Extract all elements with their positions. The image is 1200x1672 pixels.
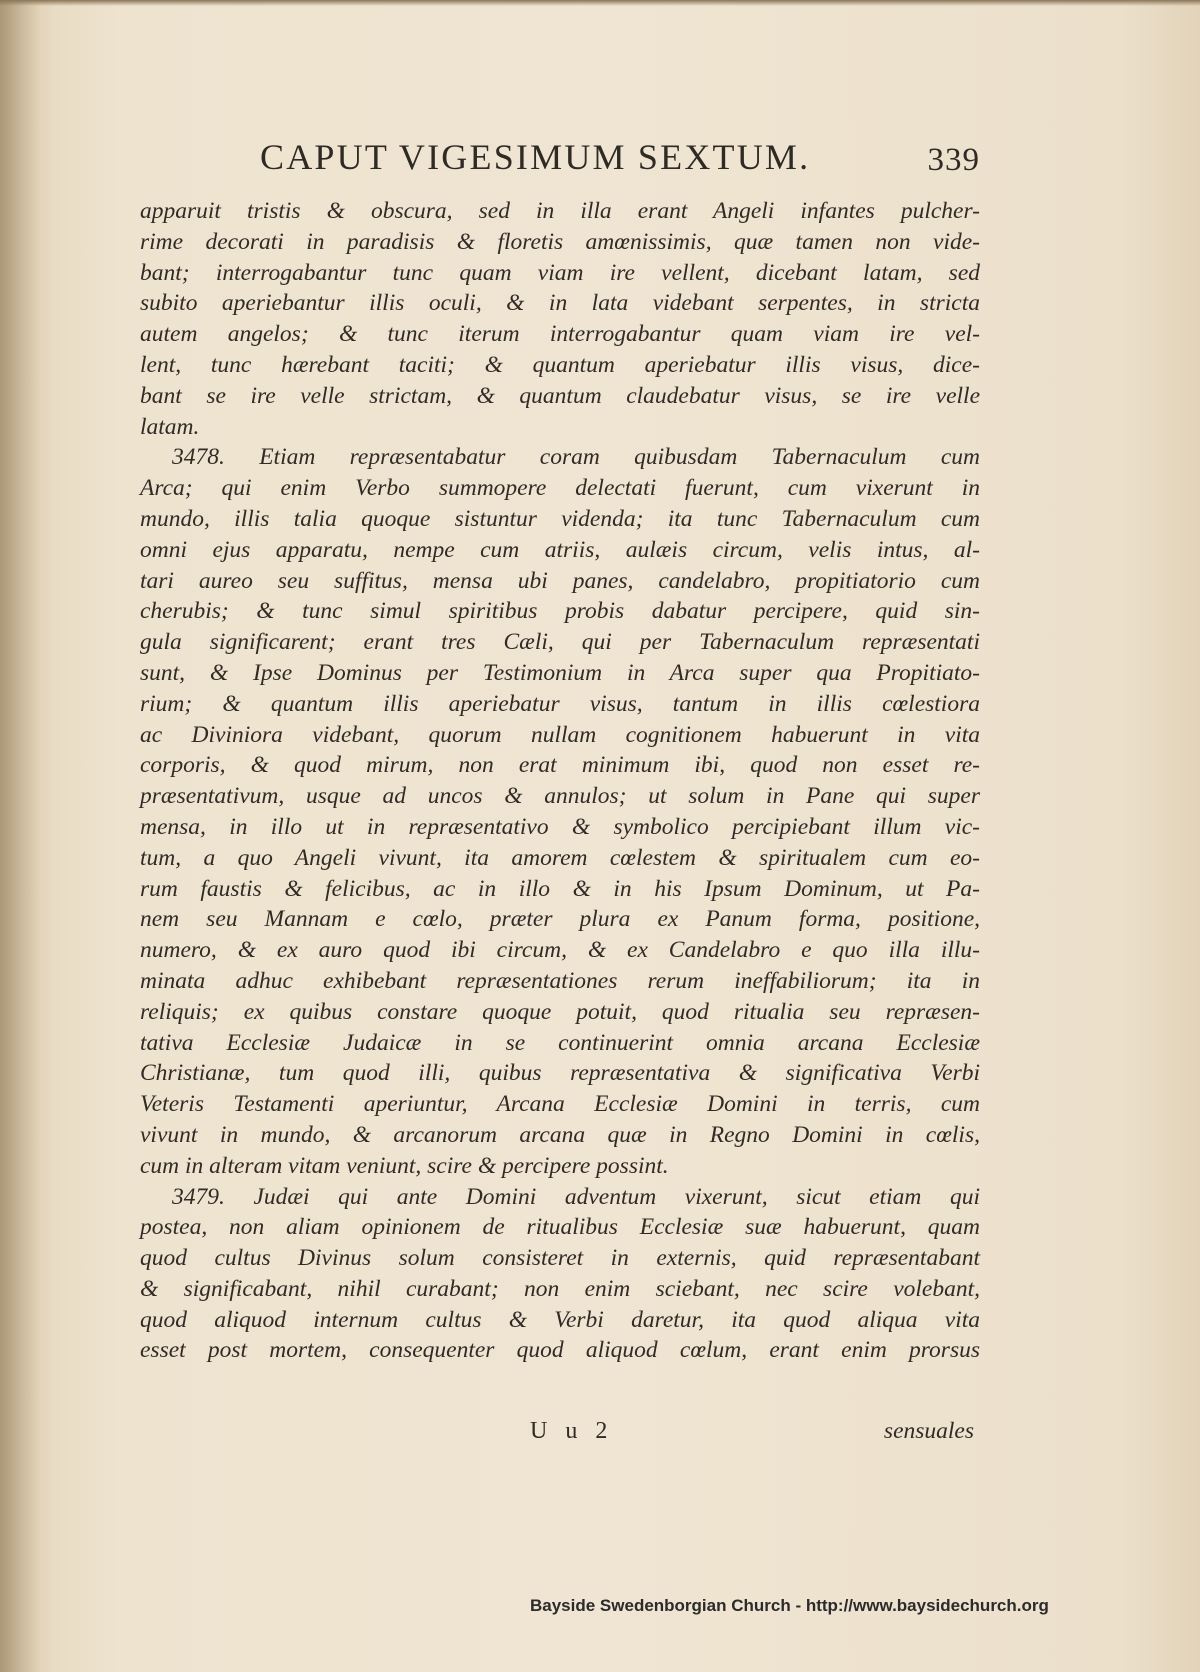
- text-line: rime decorati in paradisis & floretis amœnissimis, quæ tamen non vide-: [140, 228, 980, 255]
- body-text: [140, 196, 980, 1366]
- page-top-edge: [0, 0, 1200, 6]
- text-line: omni ejus apparatu, nempe cum atriis, aulæis circum, velis intus, al-: [140, 536, 980, 563]
- text-line: quod cultus Divinus solum consisteret in externis, quid repræsentabant: [140, 1245, 980, 1272]
- text-line: præsentativum, usque ad uncos & annulos; ut solum in Pane qui super: [140, 783, 980, 810]
- text-line: lent, tunc hærebant taciti; & quantum aperiebatur illis visus, dice-: [140, 351, 980, 378]
- text-line: latam.: [140, 413, 200, 440]
- text-line: corporis, & quod mirum, non erat minimum ibi, quod non esset re-: [140, 752, 980, 779]
- text-line: Veteris Testamenti aperiuntur, Arcana Ecclesiæ Domini in terris, cum: [140, 1091, 980, 1118]
- text-line: rum faustis & felicibus, ac in illo & in his Ipsum Dominum, ut Pa-: [140, 875, 980, 902]
- page-number: 339: [927, 142, 980, 178]
- text-line: vivunt in mundo, & arcanorum arcana quæ in Regno Domini in cœlis,: [140, 1121, 980, 1148]
- source-watermark: Bayside Swedenborgian Church - http://www.baysidechurch.org: [530, 1596, 1049, 1615]
- text-line: postea, non aliam opinionem de ritualibus Ecclesiæ suæ habuerunt, quam: [140, 1214, 980, 1241]
- text-line: bant se ire velle strictam, & quantum claudebatur visus, se ire velle: [140, 382, 980, 409]
- paragraph-3478-start: 3478. Etiam repræsentabatur coram quibusdam Tabernaculum cum: [172, 444, 980, 471]
- text-line: rium; & quantum illis aperiebatur visus, tantum in illis cœlestiora: [140, 690, 980, 717]
- text-line: esset post mortem, consequenter quod aliquod cœlum, erant enim prorsus: [140, 1337, 980, 1364]
- text-line: numero, & ex auro quod ibi circum, & ex Candelabro e quo illa illu-: [140, 937, 980, 964]
- text-line: nem seu Mannam e cœlo, præter plura ex Panum forma, positione,: [140, 906, 980, 933]
- running-header: [140, 132, 980, 182]
- text-line: subito aperiebantur illis oculi, & in lata videbant serpentes, in stricta: [140, 290, 980, 317]
- catchword: sensuales: [883, 1418, 974, 1444]
- gutter-shadow: [0, 0, 40, 1672]
- text-line: tum, a quo Angeli vivunt, ita amorem cœlestem & spiritualem cum eo-: [140, 844, 980, 871]
- text-line: apparuit tristis & obscura, sed in illa erant Angeli infantes pulcher-: [140, 198, 980, 224]
- chapter-title: CAPUT VIGESIMUM SEXTUM.: [260, 137, 811, 177]
- text-line: Christianæ, tum quod illi, quibus repræsentativa & significativa Verbi: [140, 1060, 980, 1087]
- text-line: Arca; qui enim Verbo summopere delectati fuerunt, cum vixerunt in: [140, 475, 980, 502]
- text-line: mundo, illis talia quoque sistuntur videnda; ita tunc Tabernaculum cum: [140, 505, 980, 532]
- page-footer: [140, 1418, 980, 1452]
- paragraph-3479-start: 3479. Judæi qui ante Domini adventum vixerunt, sicut etiam qui: [172, 1183, 980, 1210]
- signature-mark: U u 2: [530, 1418, 614, 1444]
- text-line: minata adhuc exhibebant repræsentationes rerum ineffabiliorum; ita in: [140, 967, 980, 994]
- text-line: tari aureo seu suffitus, mensa ubi panes, candelabro, propitiatorio cum: [140, 567, 980, 594]
- text-line: reliquis; ex quibus constare quoque potuit, quod ritualia seu repræsen-: [140, 998, 980, 1025]
- text-line: & significabant, nihil curabant; non enim sciebant, nec scire volebant,: [140, 1275, 980, 1302]
- text-line: ac Diviniora videbant, quorum nullam cognitionem habuerunt in vita: [140, 721, 980, 748]
- text-line: cherubis; & tunc simul spiritibus probis dabatur percipere, quid sin-: [140, 598, 980, 625]
- text-line: bant; interrogabantur tunc quam viam ire vellent, dicebant latam, sed: [140, 259, 980, 286]
- text-line: gula significarent; erant tres Cæli, qui per Tabernaculum repræsentati: [140, 629, 980, 656]
- text-line: quod aliquod internum cultus & Verbi daretur, ita quod aliqua vita: [140, 1306, 980, 1333]
- text-line: cum in alteram vitam veniunt, scire & percipere possint.: [140, 1152, 669, 1179]
- text-line: autem angelos; & tunc iterum interrogabantur quam viam ire vel-: [140, 321, 980, 348]
- text-line: tativa Ecclesiæ Judaicæ in se continuerint omnia arcana Ecclesiæ: [140, 1029, 980, 1056]
- text-line: sunt, & Ipse Dominus per Testimonium in Arca super qua Propitiato-: [140, 659, 980, 686]
- text-line: mensa, in illo ut in repræsentativo & symbolico percipiebant illum vic-: [140, 813, 980, 840]
